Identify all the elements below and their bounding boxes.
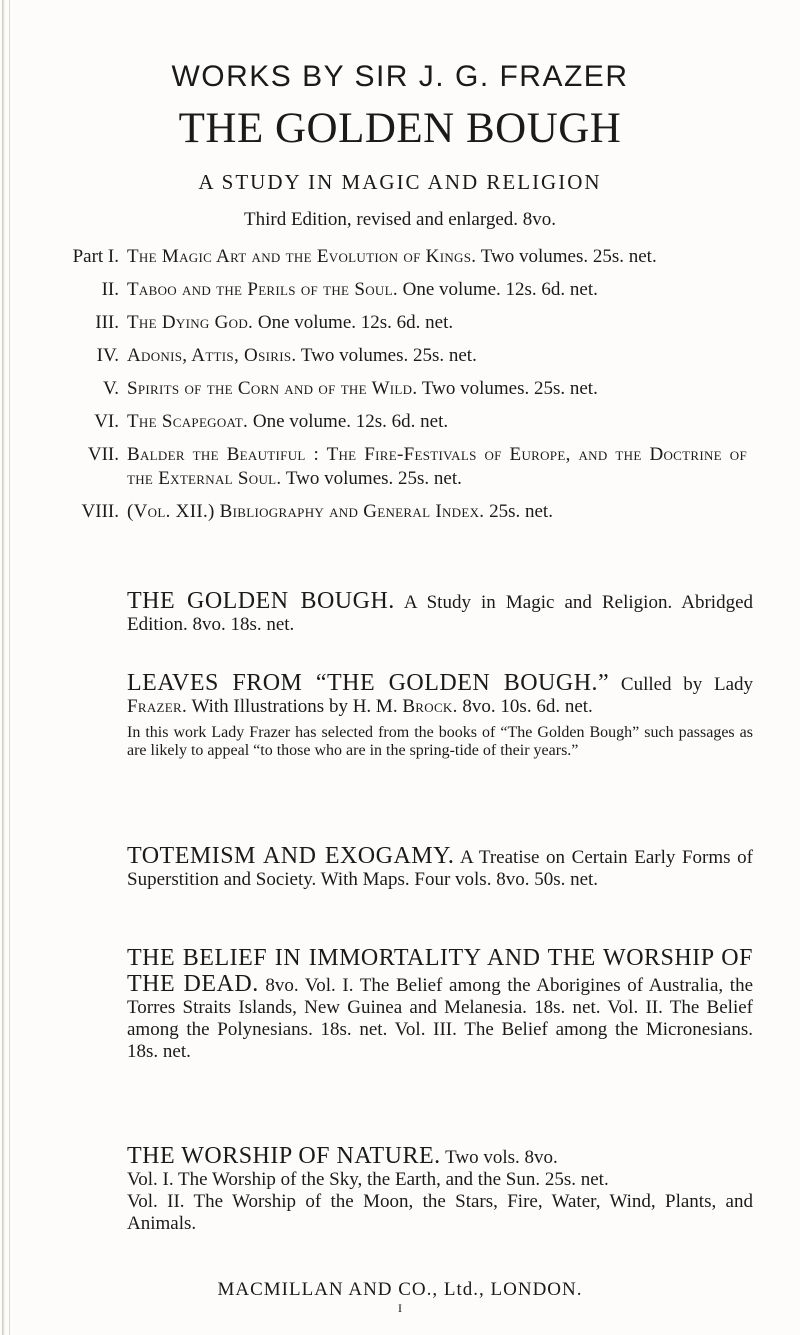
nature-vol2: Vol. II. The Worship of the Moon, the Stars, Fire, Water, Wind, Plants, and Animals.	[127, 1191, 753, 1234]
part-detail: Two volumes. 25s. net.	[480, 246, 657, 267]
golden-bough-parts-list	[72, 245, 747, 533]
part-entry	[102, 377, 747, 401]
abridged-text: A Study in Magic and Religion. Abridged Edition. 8vo. 18s. net.	[127, 592, 753, 635]
leaves-note: In this work Lady Frazer has selected from the books of “The Golden Bough” such passages as are likely to appeal “to those who are in the spring-tide of their years.”	[127, 724, 753, 759]
part-title: The Magic Art and the Evolution of Kings.	[127, 246, 477, 267]
page-spine-shadow	[2, 0, 5, 1335]
part-number: VII.	[87, 444, 119, 465]
part-title: Adonis, Attis, Osiris.	[127, 345, 297, 366]
part-title: The Scapegoat.	[127, 411, 249, 432]
immortality-entry	[127, 945, 753, 1063]
part-number: IV.	[96, 345, 119, 366]
totemism-title: TOTEMISM AND EXOGAMY.	[127, 843, 455, 869]
leaves-illustrator: Brock.	[402, 696, 458, 717]
part-number: VI.	[94, 411, 119, 432]
part-entry	[87, 443, 747, 491]
part-entry	[96, 344, 747, 368]
nature-title: THE WORSHIP OF NATURE.	[127, 1143, 441, 1169]
part-detail: Two volumes. 25s. net.	[421, 378, 598, 399]
part-detail: Two volumes. 25s. net.	[300, 345, 477, 366]
part-number: II.	[101, 279, 119, 300]
part-number: Part I.	[72, 246, 119, 267]
running-head: WORKS BY SIR J. G. FRAZER	[171, 60, 629, 93]
golden-bough-title: THE GOLDEN BOUGH	[178, 105, 622, 152]
part-number: III.	[95, 312, 119, 333]
part-entry	[81, 500, 747, 524]
leaves-text-end: 8vo. 10s. 6d. net.	[462, 696, 593, 717]
part-detail: Two volumes. 25s. net.	[285, 468, 462, 489]
nature-vol1: Vol. I. The Worship of the Sky, the Earth, and the Sun. 25s. net.	[127, 1169, 609, 1190]
part-entry	[101, 278, 747, 302]
part-entry	[72, 245, 747, 269]
part-title: The Dying God.	[127, 312, 254, 333]
part-title: Taboo and the Perils of the Soul.	[127, 279, 398, 300]
part-title: Balder the Beautiful : The Fire-Festivals of Europe, and the Doctrine of the External Soul.	[127, 444, 747, 489]
abridged-title: THE GOLDEN BOUGH.	[127, 588, 395, 614]
part-number: V.	[102, 378, 119, 399]
leaves-title: LEAVES FROM “THE GOLDEN BOUGH.”	[127, 670, 610, 696]
part-entry	[94, 410, 747, 434]
golden-bough-edition: Third Edition, revised and enlarged. 8vo.	[243, 209, 556, 230]
part-detail: One volume. 12s. 6d. net.	[252, 411, 449, 432]
part-detail: One volume. 12s. 6d. net.	[402, 279, 598, 300]
totemism-entry	[127, 843, 753, 891]
part-detail: 25s. net.	[489, 501, 553, 522]
part-title: Spirits of the Corn and of the Wild.	[127, 378, 418, 399]
page-signature: I	[398, 1301, 402, 1315]
leaves-entry	[127, 670, 753, 760]
leaves-text-lead: Culled by Lady	[620, 674, 753, 695]
totemism-text: A Treatise on Certain Early Forms of Superstition and Society. With Maps. Four vols. 8vo. 50s. net.	[127, 847, 754, 890]
part-title: (Vol. XII.) Bibliography and General Index.	[127, 501, 485, 522]
part-detail: One volume. 12s. 6d. net.	[257, 312, 454, 333]
golden-bough-subtitle: A STUDY IN MAGIC AND RELIGION	[198, 170, 602, 194]
nature-entry	[127, 1143, 753, 1235]
nature-title-tail: Two vols. 8vo.	[445, 1147, 558, 1168]
leaves-author: Frazer.	[127, 696, 188, 717]
part-number: VIII.	[81, 501, 119, 522]
abridged-entry	[127, 588, 753, 636]
immortality-text: 8vo. Vol. I. The Belief among the Aborigines of Australia, the Torres Straits Islands, New Guinea and Melanesia. 18s. net. Vol. II. The Belief among the Polynesians. 18s. net. Vol. III. The Belief among the Micronesians. 18s. net.	[127, 975, 753, 1062]
part-entry	[95, 311, 747, 335]
leaves-text-mid: With Illustrations by H. M.	[191, 696, 398, 717]
publisher-line: MACMILLAN AND CO., Ltd., LONDON.	[217, 1279, 583, 1300]
page-spine-line	[9, 0, 10, 1335]
immortality-title: THE BELIEF IN IMMORTALITY AND THE WORSHIP OF THE DEAD.	[127, 945, 753, 997]
